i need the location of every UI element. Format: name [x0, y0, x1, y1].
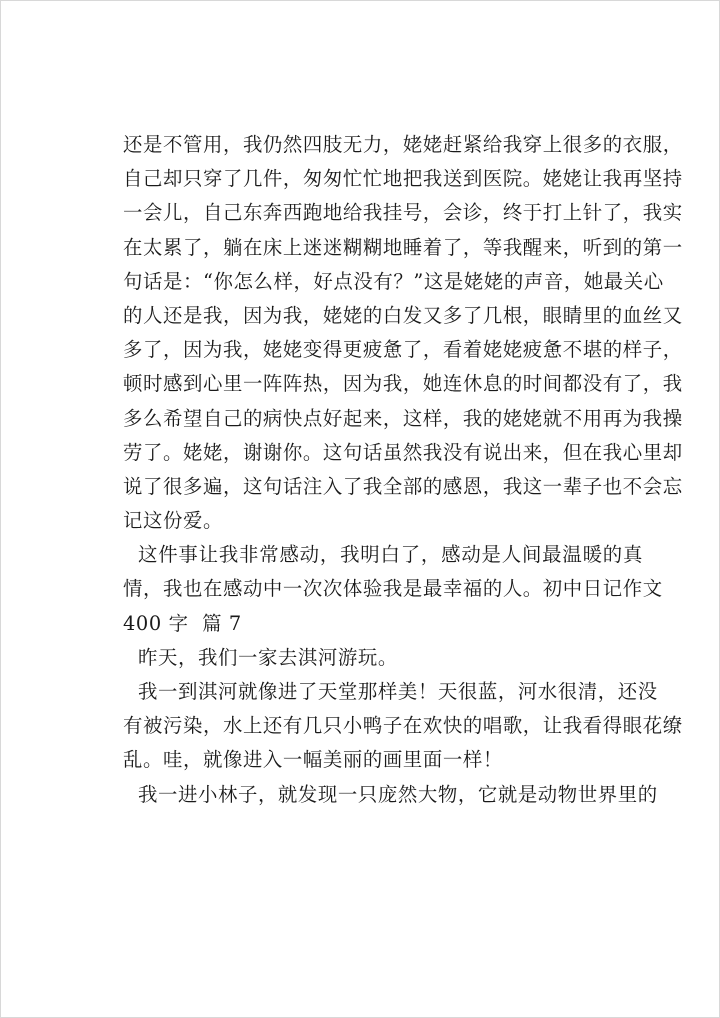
paragraph-first-line: 我一到淇河就像进了天堂那样美！天很蓝，河水很清，还没 — [138, 680, 658, 703]
text-line: 情，我也在感动中一次次体验我是最幸福的人。初中日记作文 — [123, 577, 663, 601]
text-line: 还是不管用，我仍然四肢无力，姥姥赶紧给我穿上很多的衣服， — [123, 133, 683, 156]
text-line: 有被污染，水上还有几只小鸭子在欢快的唱歌，让我看得眼花缭 — [123, 714, 683, 738]
text-line: 说了很多遍，这句话注入了我全部的感恩，我这一辈子也不会忘 — [123, 474, 683, 498]
section-heading: 400 字 篇 7 — [123, 611, 242, 635]
document-body — [123, 128, 683, 812]
text-line: 劳了。姥姥，谢谢你。这句话虽然我没有说出来，但在我心里却 — [123, 440, 683, 464]
text-line: 记这份爱。 — [123, 509, 223, 533]
text-line: 一会儿，自己东奔西跑地给我挂号，会诊，终于打上针了，我实 — [123, 201, 683, 225]
paragraph-first-line: 昨天，我们一家去淇河游玩。 — [138, 645, 398, 669]
text-line: 在太累了，躺在床上迷迷糊糊地睡着了，等我醒来，听到的第一 — [123, 235, 683, 259]
text-line: 乱。哇，就像进入一幅美丽的画里面一样！ — [123, 748, 503, 772]
text-line: 自己却只穿了几件，匆匆忙忙地把我送到医院。姥姥让我再坚持 — [123, 167, 683, 191]
text-line: 多了，因为我，姥姥变得更疲惫了，看着姥姥疲惫不堪的样子， — [123, 338, 683, 362]
paragraph-first-line: 我一进小林子，就发现一只庞然大物，它就是动物世界里的 — [138, 782, 658, 806]
text-line: 顿时感到心里一阵阵热，因为我，她连休息的时间都没有了，我 — [123, 372, 683, 396]
text-line: 的人还是我，因为我，姥姥的白发又多了几根，眼睛里的血丝又 — [123, 303, 683, 327]
paragraph-first-line: 这件事让我非常感动，我明白了，感动是人间最温暖的真 — [138, 543, 643, 567]
text-line: 句话是：“你怎么样，好点没有？”这是姥姥的声音，她最关心 — [123, 269, 664, 293]
text-line: 多么希望自己的病快点好起来，这样，我的姥姥就不用再为我操 — [123, 406, 683, 430]
